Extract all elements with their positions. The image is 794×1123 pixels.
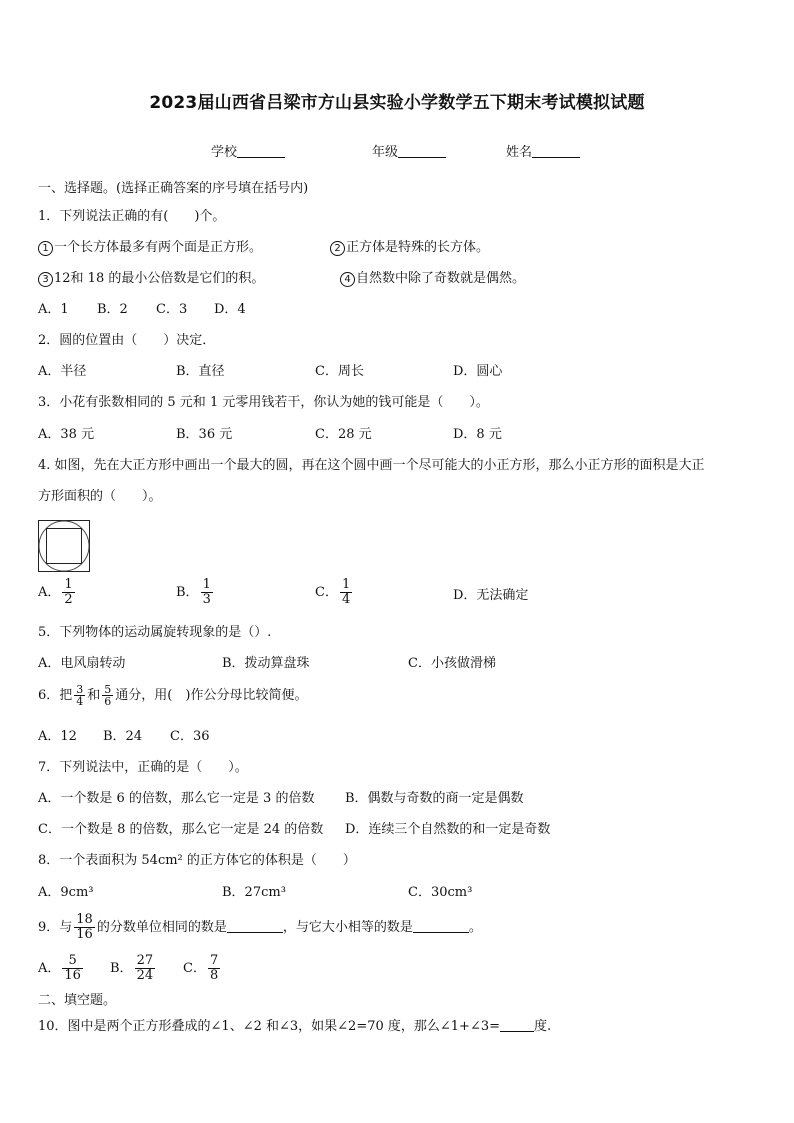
fraction — [340, 578, 352, 607]
denominator: 6 — [104, 695, 112, 708]
denominator: 4 — [341, 592, 351, 607]
q2-stem: 2．圆的位置由（ ）决定． — [38, 333, 216, 348]
numerator: 1 — [341, 577, 351, 592]
statement-text: 正方体是特殊的长方体。 — [346, 240, 490, 255]
q1-option-c[interactable]: C．3 — [156, 302, 188, 317]
statement-text: 12和 18 的最小公倍数是它们的积。 — [54, 271, 265, 286]
q5-stem: 5．下列物体的运动属旋转现象的是（）. — [38, 625, 272, 640]
option-label: B． — [110, 961, 133, 976]
q7-option-c[interactable]: C．一个数是 8 的倍数，那么它一定是 24 的倍数 — [38, 822, 324, 837]
q8-option-c[interactable]: C．30cm³ — [408, 885, 473, 900]
stem-text: 和 — [87, 688, 101, 703]
option-label: C． — [183, 961, 206, 976]
q5-option-c[interactable]: C．小孩做滑梯 — [408, 656, 496, 671]
numerator: 27 — [136, 953, 154, 968]
answer-blank-1[interactable] — [227, 919, 283, 933]
denominator: 4 — [76, 695, 84, 708]
school-field — [211, 141, 285, 160]
q3-stem: 3．小花有张数相同的 5 元和 1 元零用钱若干，你认为她的钱可能是（ ）。 — [38, 395, 489, 410]
fraction — [201, 578, 213, 607]
option-label: B． — [176, 585, 199, 600]
q1-option-d[interactable]: D．4 — [214, 302, 246, 317]
grade-label: 年级 — [372, 145, 399, 160]
q6-option-c[interactable]: C．36 — [170, 729, 210, 744]
stem-text: 通分，用( )作公分母比较简便。 — [115, 688, 308, 703]
stem-text: ，与它大小相等的数是 — [282, 920, 413, 935]
answer-blank-2[interactable] — [413, 919, 469, 933]
q4-option-b[interactable] — [176, 578, 215, 607]
denominator: 16 — [76, 927, 93, 942]
fraction — [62, 578, 74, 607]
q7-option-a[interactable]: A．一个数是 6 的倍数，那么它一定是 3 的倍数 — [38, 791, 315, 806]
q8-stem: 8．一个表面积为 54cm² 的正方体它的体积是（ ） — [38, 853, 356, 868]
stem-text: 10．图中是两个正方形叠成的∠1、∠2 和∠3，如果∠2=70 度，那么∠1+∠3= — [38, 1019, 501, 1034]
q2-option-d[interactable]: D．圆心 — [453, 364, 503, 379]
q8-option-b[interactable]: B．27cm³ — [222, 885, 286, 900]
circled-number: 2 — [330, 241, 345, 256]
page-title: 2023届山西省吕梁市方山县实验小学数学五下期末考试模拟试题 — [149, 93, 645, 113]
fraction — [208, 954, 220, 983]
stem-text: 。 — [468, 920, 482, 935]
q3-option-c[interactable]: C．28 元 — [315, 427, 372, 442]
q4-option-d[interactable]: D．无法确定 — [453, 588, 529, 603]
numerator: 3 — [76, 683, 84, 696]
q3-option-b[interactable]: B．36 元 — [176, 427, 233, 442]
option-label: A． — [38, 585, 61, 600]
q6-option-a[interactable]: A．12 — [38, 729, 77, 744]
q2-option-a[interactable]: A．半径 — [38, 364, 87, 379]
school-blank[interactable] — [237, 144, 285, 158]
q4-option-a[interactable] — [38, 578, 77, 607]
q2-option-c[interactable]: C．周长 — [315, 364, 364, 379]
small-square — [47, 529, 82, 564]
stem-text: 9．与 — [38, 920, 73, 935]
grade-blank[interactable] — [398, 144, 446, 158]
q8-option-a[interactable]: A．9cm³ — [38, 885, 94, 900]
fraction — [74, 913, 95, 942]
q1-statement-1 — [38, 239, 262, 257]
q10-stem — [38, 1018, 551, 1036]
q9-option-c[interactable] — [183, 954, 222, 983]
q9-stem — [38, 913, 482, 942]
grade-field — [372, 141, 446, 160]
denominator: 16 — [64, 968, 81, 983]
q4-stem-line1: 4. 如图，先在大正方形中画出一个最大的圆，再在这个圆中画一个尽可能大的小正方形，那么小正方形的面积是大正 — [38, 458, 705, 473]
numerator: 5 — [68, 953, 77, 968]
section1-heading: 一、选择题。(选择正确答案的序号填在括号内) — [38, 181, 309, 196]
denominator: 2 — [64, 592, 73, 607]
q1-statement-2 — [330, 239, 489, 257]
q1-stem: 1．下列说法正确的有( )个。 — [38, 209, 226, 224]
q6-option-b[interactable]: B．24 — [103, 729, 143, 744]
q1-option-b[interactable]: B．2 — [97, 302, 128, 317]
fraction — [135, 954, 156, 983]
stem-text: 6．把 — [38, 688, 73, 703]
q7-stem: 7．下列说法中，正确的是（ ）。 — [38, 760, 248, 775]
q7-option-b[interactable]: B．偶数与奇数的商一定是偶数 — [345, 791, 524, 806]
numerator: 5 — [104, 683, 112, 696]
q1-option-a[interactable]: A．1 — [38, 302, 69, 317]
numerator: 1 — [64, 577, 73, 592]
q9-option-a[interactable] — [38, 954, 85, 983]
q5-option-b[interactable]: B．拨动算盘珠 — [222, 656, 310, 671]
denominator: 24 — [136, 968, 154, 983]
circled-number: 1 — [38, 241, 53, 256]
section2-heading: 二、填空题。 — [38, 993, 117, 1008]
square-circle-square-figure — [37, 519, 91, 573]
circled-number: 3 — [38, 272, 53, 287]
name-blank[interactable] — [532, 144, 580, 158]
q3-option-d[interactable]: D．8 元 — [453, 427, 502, 442]
option-label: A． — [38, 961, 61, 976]
option-label: C． — [315, 585, 338, 600]
q1-statement-3 — [38, 270, 264, 288]
fraction — [74, 684, 85, 707]
q1-statement-4 — [340, 270, 525, 288]
numerator: 7 — [209, 953, 219, 968]
q9-option-b[interactable] — [110, 954, 157, 983]
circled-number: 4 — [340, 272, 355, 287]
denominator: 8 — [209, 968, 219, 983]
statement-text: 自然数中除了奇数就是偶然。 — [356, 271, 526, 286]
q4-stem-line2: 方形面积的（ ）。 — [38, 489, 162, 504]
answer-blank[interactable] — [500, 1018, 534, 1032]
school-label: 学校 — [211, 145, 238, 160]
numerator: 18 — [76, 912, 93, 927]
numerator: 1 — [202, 577, 211, 592]
name-label: 姓名 — [506, 145, 533, 160]
fraction — [102, 684, 113, 707]
fraction — [62, 954, 83, 983]
stem-text: 度. — [534, 1019, 552, 1034]
q5-option-a[interactable]: A．电风扇转动 — [38, 656, 126, 671]
statement-text: 一个长方体最多有两个面是正方形。 — [54, 240, 263, 255]
q3-option-a[interactable]: A．38 元 — [38, 427, 95, 442]
q2-option-b[interactable]: B．直径 — [176, 364, 225, 379]
q7-option-d[interactable]: D．连续三个自然数的和一定是奇数 — [345, 822, 551, 837]
name-field — [506, 141, 580, 160]
q6-stem — [38, 684, 307, 707]
denominator: 3 — [202, 592, 211, 607]
q4-option-c[interactable] — [315, 578, 354, 607]
stem-text: 的分数单位相同的数是 — [96, 920, 227, 935]
